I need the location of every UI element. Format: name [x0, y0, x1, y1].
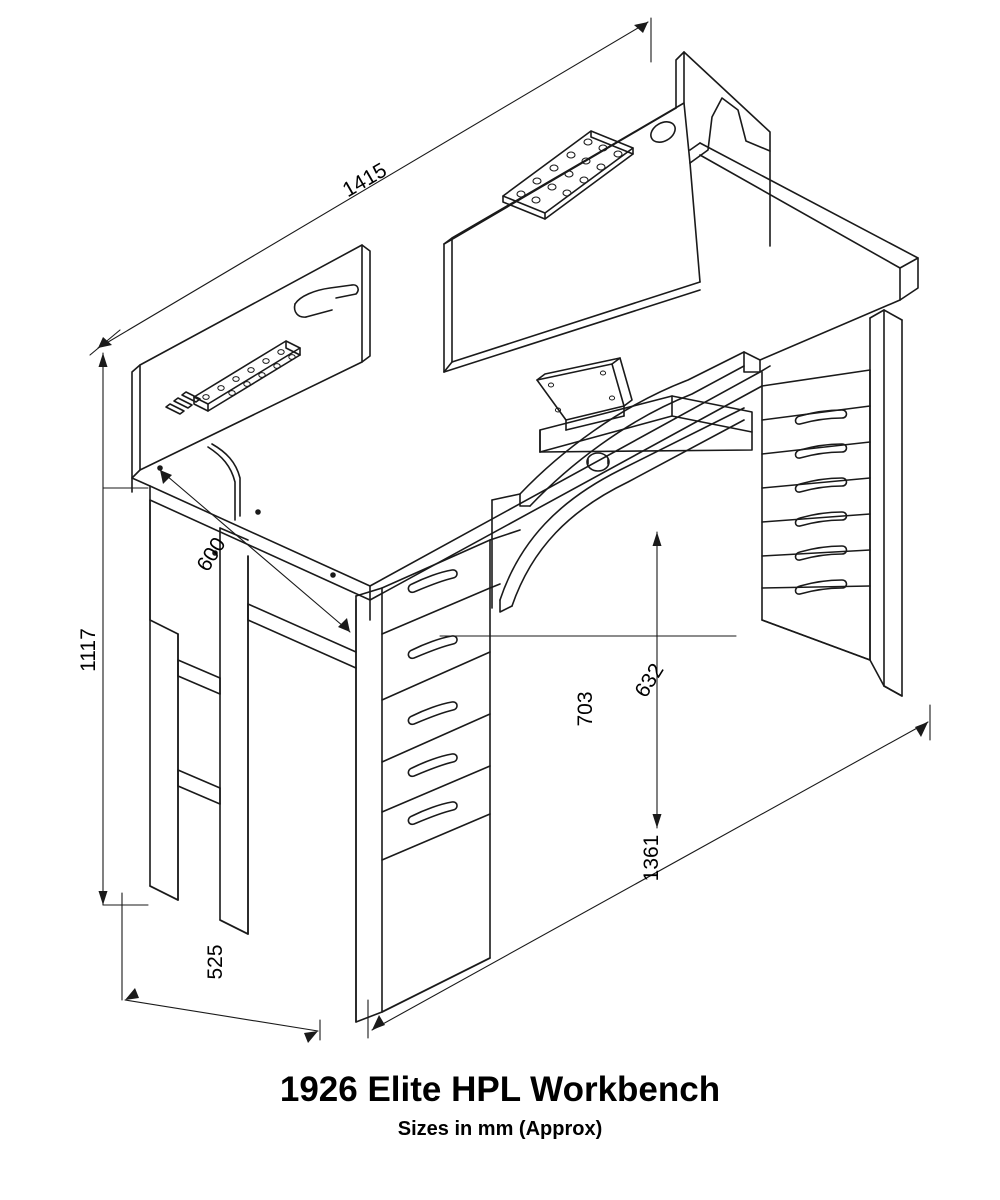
left-front-leg [356, 588, 382, 1022]
worktop-left-body [132, 478, 370, 634]
back-splash-panel [444, 52, 770, 372]
curved-front-apron [492, 352, 744, 612]
dimension-label-1117: 1117 [77, 628, 100, 672]
worktop-left-profile [208, 444, 240, 520]
dimension-label-632: 632 [630, 659, 669, 702]
dimension-label-1415: 1415 [338, 158, 391, 203]
panel-handle [295, 285, 359, 317]
dimension-label-600: 600 [192, 533, 231, 576]
right-drawer-bank [762, 370, 870, 660]
title-block [0, 1068, 1000, 1142]
worktop-front-surface [370, 372, 762, 600]
worktop-right-edge [744, 352, 770, 372]
lower-stretcher-rail [248, 604, 356, 668]
tool-holder-strip-left [166, 341, 300, 414]
dimension-label-703: 703 [574, 691, 597, 727]
left-drawer-bank [382, 540, 490, 1012]
front-apron-rail [490, 530, 520, 588]
page-subtitle: Sizes in mm (Approx) [397, 1118, 603, 1140]
dimension-label-525: 525 [204, 944, 227, 980]
page-title: 1926 Elite HPL Workbench [279, 1070, 721, 1109]
left-upright-panel [132, 245, 370, 486]
dimension-labels [77, 159, 669, 980]
left-end-frame [150, 466, 335, 934]
dimension-label-1361: 1361 [640, 834, 663, 882]
right-rear-leg [870, 310, 902, 696]
